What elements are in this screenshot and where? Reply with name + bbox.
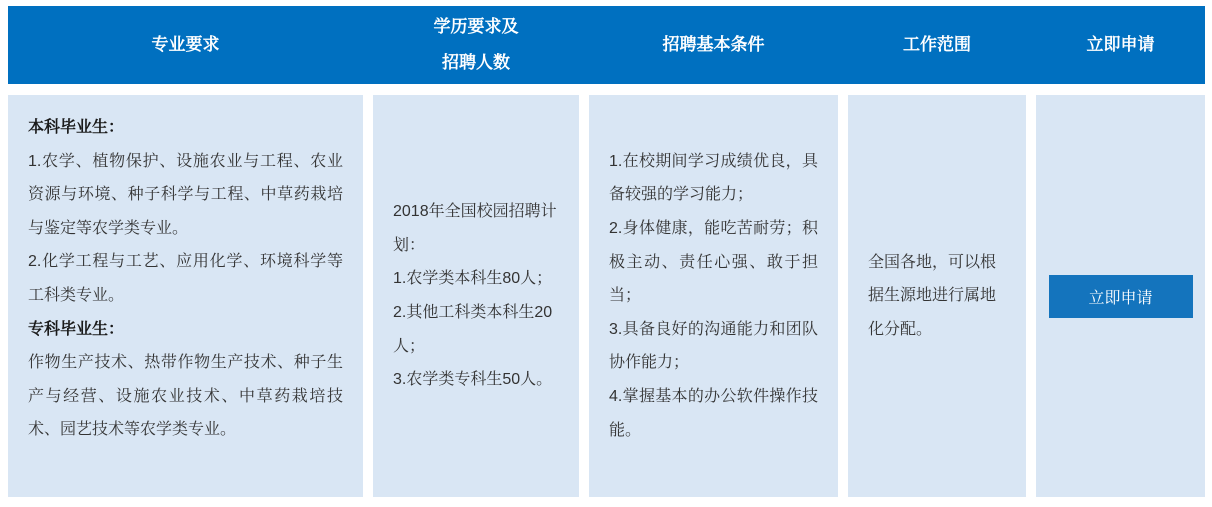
cell-major-requirements: [8, 95, 363, 497]
recruit-plan-item-2: 2.其他工科类本科生20人；: [393, 304, 553, 355]
header-work-scope-label: 工作范围: [903, 35, 971, 55]
header-major-requirements: [8, 27, 363, 63]
apply-now-button[interactable]: 立即申请: [1049, 275, 1193, 318]
header-work-scope: [848, 27, 1026, 63]
basic-condition-2: 2.身体健康，能吃苦耐劳；积极主动、责任心强、敢于担当；: [609, 220, 818, 305]
college-heading: 专科毕业生：: [28, 320, 125, 338]
header-major-requirements-label: 专业要求: [151, 35, 220, 55]
recruit-plan-item-1: 1.农学类本科生80人；: [393, 270, 553, 288]
recruitment-table: [8, 6, 1205, 497]
basic-condition-3: 3.具备良好的沟通能力和团队协作能力；: [609, 320, 818, 372]
basic-condition-4: 4.掌握基本的办公软件操作技能。: [609, 387, 818, 439]
basic-condition-1: 1.在校期间学习成绩优良，具备较强的学习能力；: [609, 152, 818, 204]
recruit-plan-item-3: 3.农学类专科生50人。: [393, 371, 553, 389]
cell-work-scope: [848, 95, 1026, 497]
header-apply-now-label: 立即申请: [1086, 35, 1155, 55]
cell-apply: [1036, 95, 1205, 497]
table-header-row: [8, 6, 1205, 84]
header-apply-now: [1036, 27, 1205, 63]
college-item: 作物生产技术、热带作物生产技术、种子生产与经营、设施农业技术、中草药栽培技术、园艺技术等农学类专业。: [28, 354, 343, 439]
header-basic-conditions-label: 招聘基本条件: [662, 35, 765, 55]
undergrad-heading: 本科毕业生：: [28, 119, 125, 136]
header-education-line2: 招聘人数: [442, 53, 510, 72]
header-basic-conditions: [589, 27, 838, 63]
undergrad-item-1: 1.农学、植物保护、设施农业与工程、农业资源与环境、种子科学与工程、中草药栽培与鉴定等农学类专业。: [28, 152, 343, 237]
work-scope-text: 全国各地，可以根据生源地进行属地化分配。: [868, 253, 997, 338]
cell-recruit-plan: [373, 95, 579, 497]
recruit-plan-intro: 2018年全国校园招聘计划：: [393, 203, 557, 254]
cell-basic-conditions: [589, 95, 838, 497]
header-education-and-count: [373, 9, 579, 80]
table-body-row: [8, 95, 1205, 497]
undergrad-item-2: 2.化学工程与工艺、应用化学、环境科学等工科类专业。: [28, 253, 343, 304]
header-education-line1: 学历要求及: [433, 17, 519, 37]
